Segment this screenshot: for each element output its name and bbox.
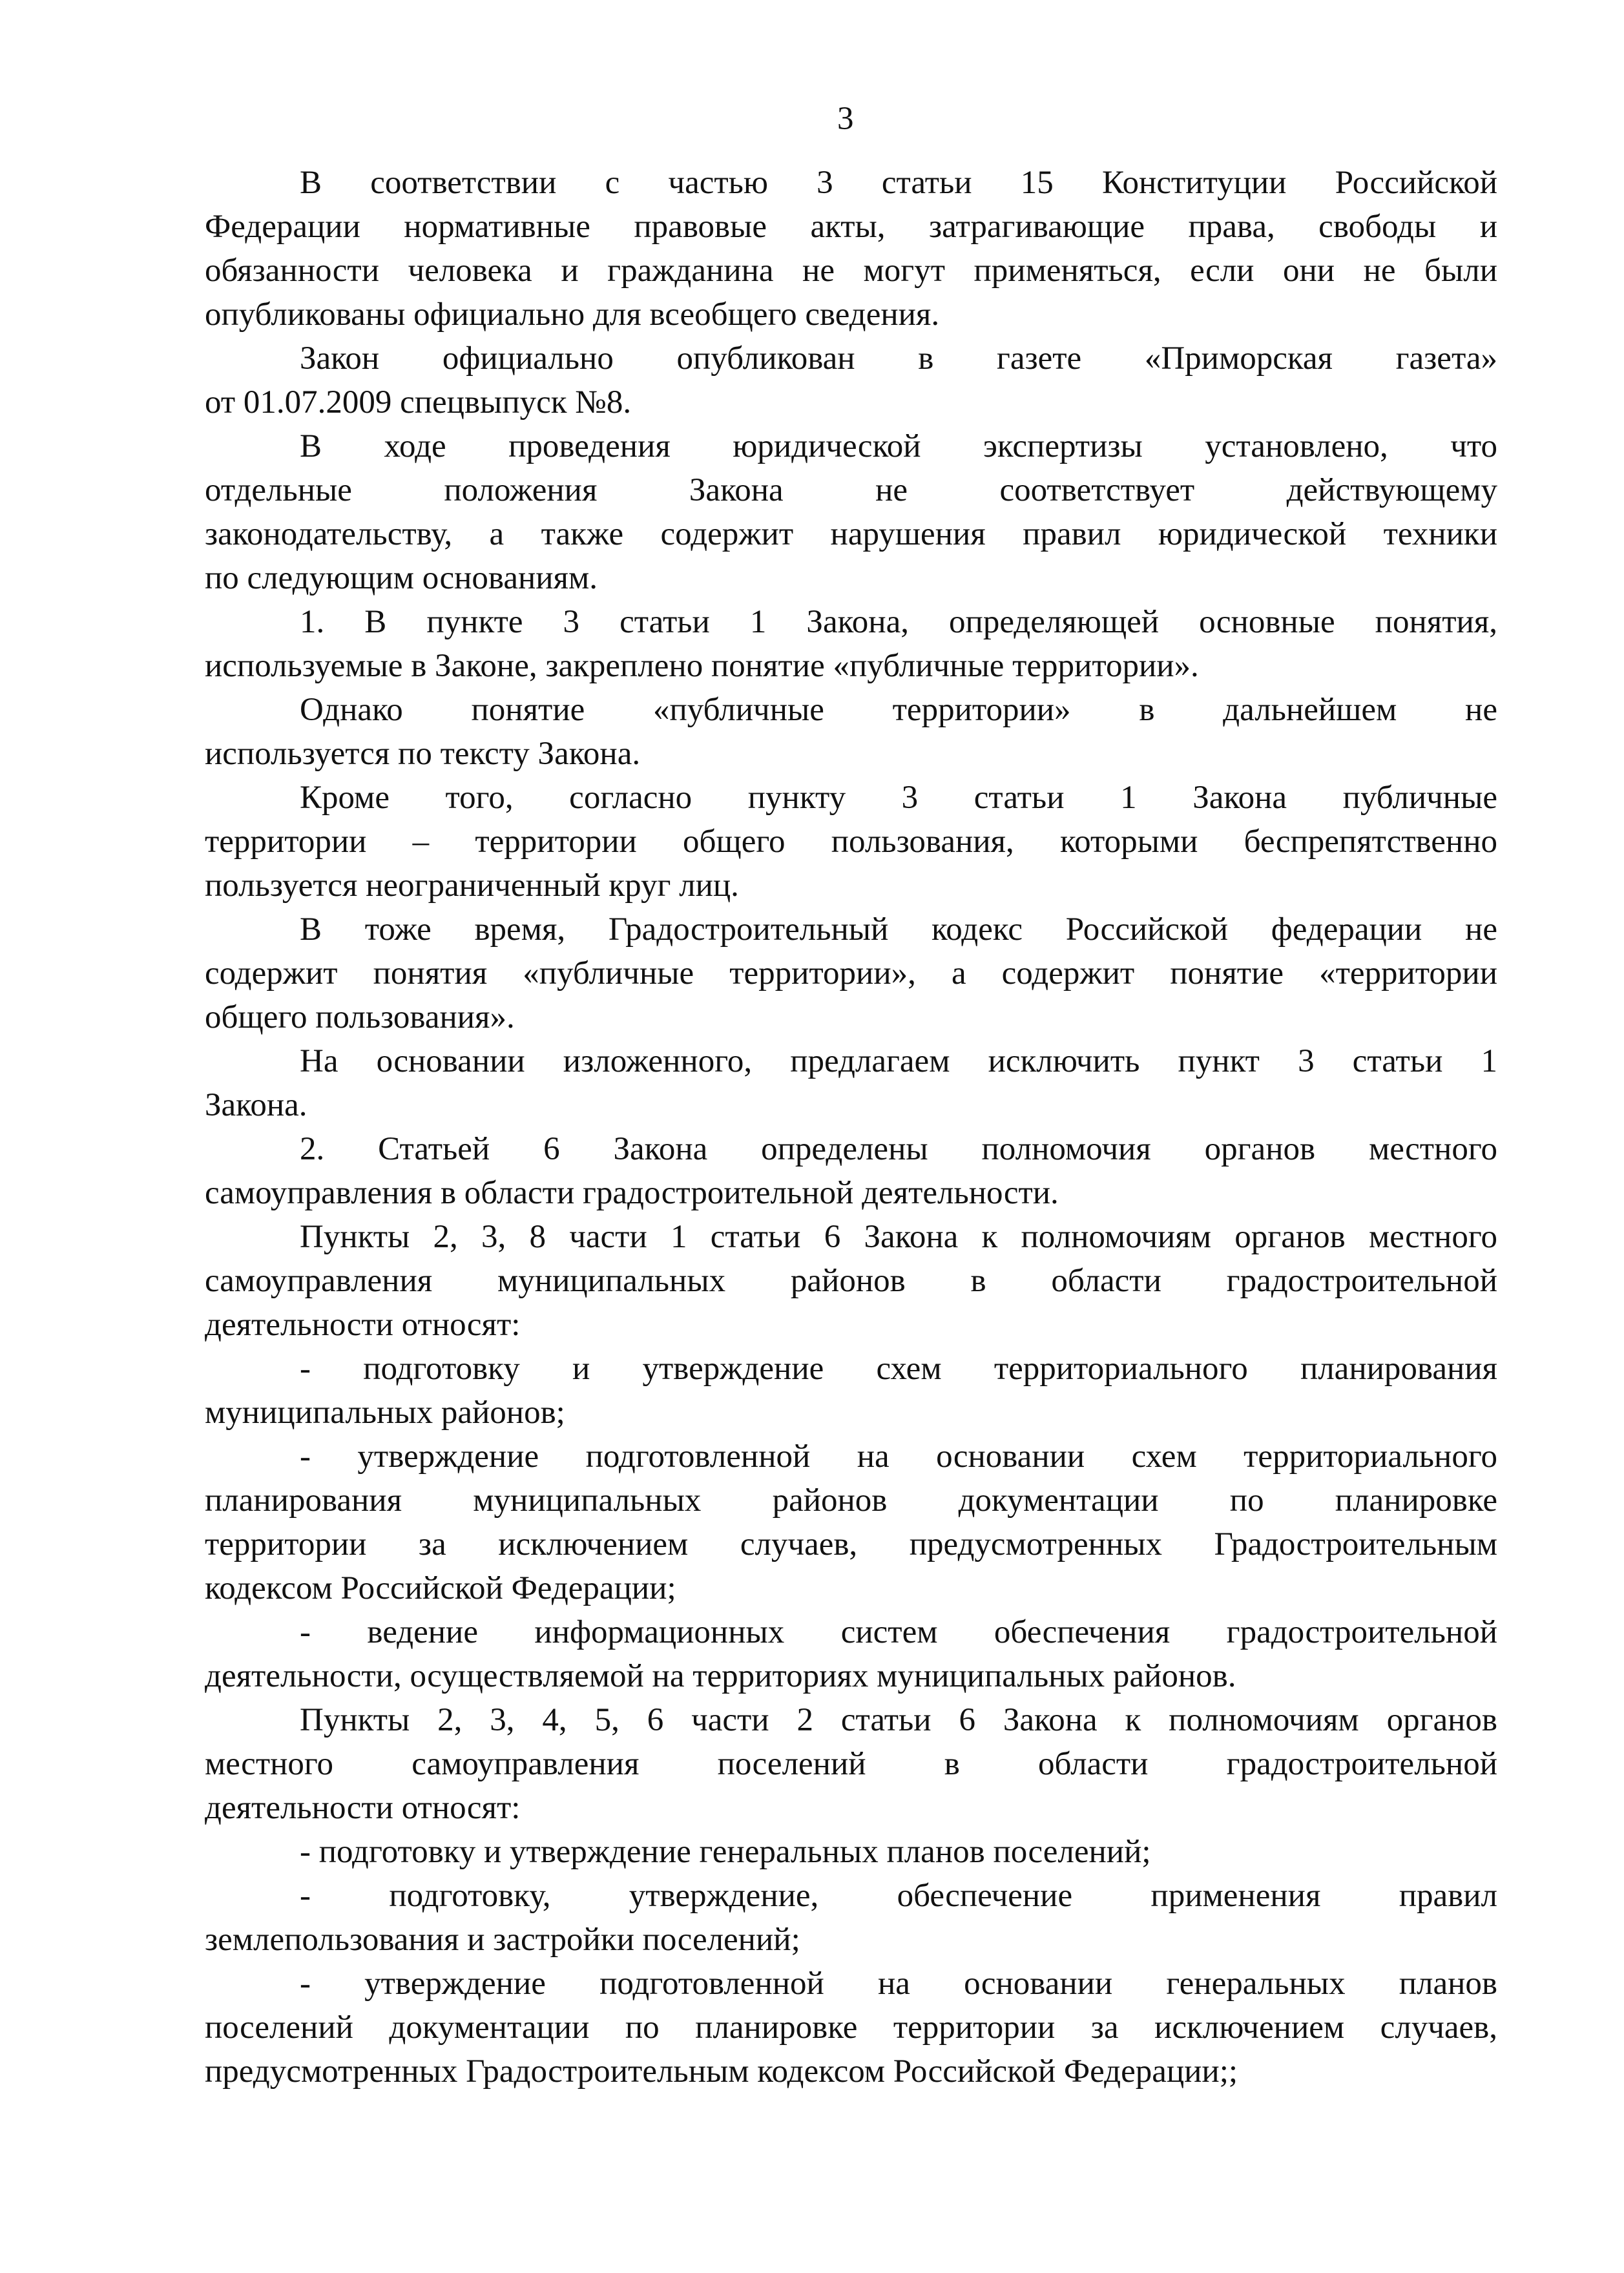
- text-line: обязанности человека и гражданина не могут применяться, если они не были: [205, 253, 1497, 289]
- text-line: - ведение информационных систем обеспечения градостроительной: [300, 1614, 1497, 1650]
- text-line: содержит понятия «публичные территории», а содержит понятие «территории: [205, 955, 1497, 991]
- text-line: - подготовку, утверждение, обеспечение применения правил: [300, 1878, 1497, 1914]
- text-line: территории за исключением случаев, предусмотренных Градостроительным: [205, 1526, 1497, 1562]
- text-line: общего пользования».: [205, 999, 515, 1035]
- text-line: от 01.07.2009 спецвыпуск №8.: [205, 384, 632, 420]
- text-line: Закона.: [205, 1087, 307, 1123]
- text-line: местного самоуправления поселений в области градостроительной: [205, 1746, 1497, 1782]
- text-line: - утверждение подготовленной на основании генеральных планов: [300, 1966, 1497, 2002]
- paragraph: [205, 1127, 1497, 1215]
- text-line: Пункты 2, 3, 4, 5, 6 части 2 статьи 6 Закона к полномочиям органов: [300, 1702, 1497, 1738]
- text-line: самоуправления муниципальных районов в области градостроительной: [205, 1263, 1497, 1299]
- page-number: 3: [837, 101, 854, 137]
- text-line: самоуправления в области градостроительной деятельности.: [205, 1175, 1059, 1211]
- text-line: пользуется неограниченный круг лиц.: [205, 867, 739, 904]
- paragraph: [205, 424, 1497, 600]
- paragraph: [205, 776, 1497, 908]
- text-line: планирования муниципальных районов документации по планировке: [205, 1482, 1497, 1519]
- text-line: землепользования и застройки поселений;: [205, 1922, 800, 1958]
- text-line: Однако понятие «публичные территории» в дальнейшем не: [300, 692, 1497, 728]
- text-line: опубликованы официально для всеобщего сведения.: [205, 296, 940, 333]
- document-body: [205, 161, 1497, 2093]
- text-line: - утверждение подготовленной на основании схем территориального: [300, 1438, 1497, 1475]
- paragraph: [205, 1830, 1497, 1874]
- text-line: законодательству, а также содержит нарушения правил юридической техники: [205, 516, 1497, 552]
- text-line: Федерации нормативные правовые акты, затрагивающие права, свободы и: [205, 209, 1497, 245]
- text-line: деятельности относят:: [205, 1307, 521, 1343]
- text-line: деятельности, осуществляемой на территориях муниципальных районов.: [205, 1658, 1236, 1694]
- paragraph: [205, 1347, 1497, 1435]
- paragraph: [205, 688, 1497, 776]
- paragraph: [205, 1962, 1497, 2093]
- text-line: поселений документации по планировке территории за исключением случаев,: [205, 2009, 1497, 2046]
- text-line: предусмотренных Градостроительным кодексом Российской Федерации;;: [205, 2053, 1238, 2090]
- text-line: муниципальных районов;: [205, 1395, 565, 1431]
- paragraph: [205, 1215, 1497, 1347]
- text-line: территории – территории общего пользования, которыми беспрепятственно: [205, 824, 1497, 860]
- text-line: 2. Статьей 6 Закона определены полномочия органов местного: [300, 1131, 1497, 1167]
- paragraph: [205, 1435, 1497, 1610]
- text-line: В соответствии с частью 3 статьи 15 Конституции Российской: [300, 165, 1497, 201]
- text-line: Пункты 2, 3, 8 части 1 статьи 6 Закона к полномочиям органов местного: [300, 1219, 1497, 1255]
- paragraph: [205, 337, 1497, 424]
- paragraph: [205, 908, 1497, 1039]
- text-line: отдельные положения Закона не соответствует действующему: [205, 472, 1497, 508]
- text-line: Закон официально опубликован в газете «Приморская газета»: [300, 340, 1497, 377]
- text-line: используемые в Законе, закреплено понятие «публичные территории».: [205, 648, 1199, 684]
- text-line: В ходе проведения юридической экспертизы установлено, что: [300, 428, 1497, 464]
- text-line: Кроме того, согласно пункту 3 статьи 1 Закона публичные: [300, 780, 1497, 816]
- text-line: используется по тексту Закона.: [205, 736, 641, 772]
- text-line: деятельности относят:: [205, 1790, 521, 1826]
- text-line: кодексом Российской Федерации;: [205, 1570, 676, 1606]
- text-line: На основании изложенного, предлагаем исключить пункт 3 статьи 1: [300, 1043, 1497, 1079]
- paragraph: [205, 1698, 1497, 1830]
- text-line: - подготовку и утверждение схем территориального планирования: [300, 1351, 1497, 1387]
- paragraph: [205, 161, 1497, 337]
- paragraph: [205, 1039, 1497, 1127]
- text-line: 1. В пункте 3 статьи 1 Закона, определяющей основные понятия,: [300, 604, 1497, 640]
- paragraph: [205, 1610, 1497, 1698]
- text-line: - подготовку и утверждение генеральных планов поселений;: [300, 1834, 1151, 1870]
- text-line: по следующим основаниям.: [205, 560, 598, 596]
- paragraph: [205, 1874, 1497, 1962]
- text-line: В тоже время, Градостроительный кодекс Российской федерации не: [300, 911, 1497, 948]
- paragraph: [205, 600, 1497, 688]
